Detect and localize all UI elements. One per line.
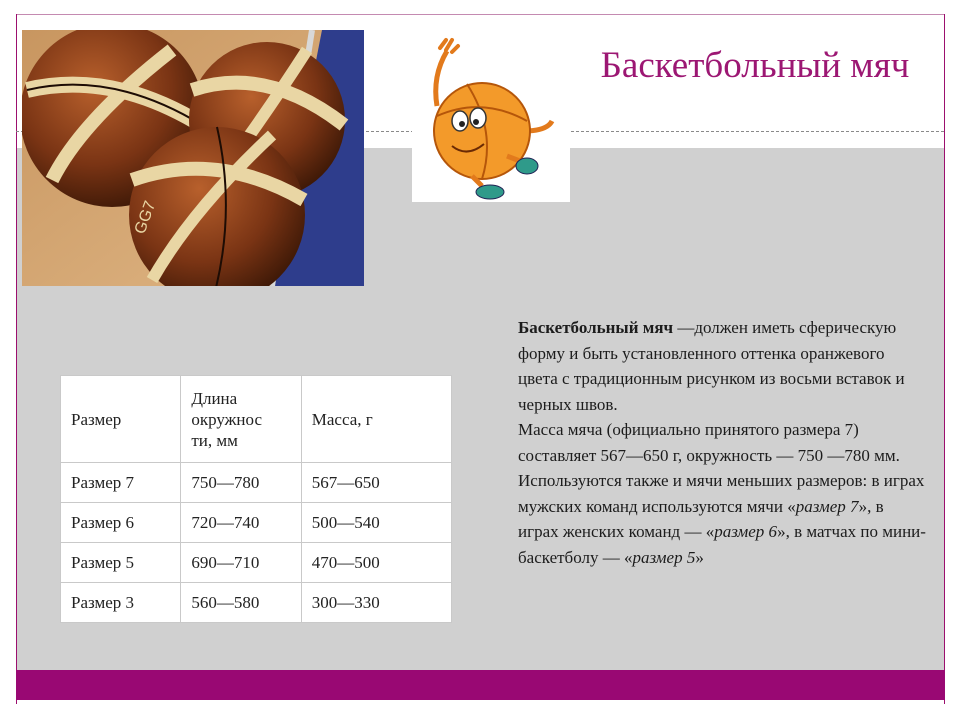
table-cell: Размер 7	[61, 463, 181, 503]
bottom-accent-bar	[16, 670, 945, 700]
header-line: ти, мм	[191, 430, 238, 450]
table-row	[61, 503, 452, 543]
frame-right-line	[944, 14, 945, 704]
table-cell: 300—330	[301, 583, 451, 623]
header-line: Длина	[191, 388, 238, 408]
table-header-row	[61, 376, 452, 463]
table-cell: 470—500	[301, 543, 451, 583]
ball-brand-text: GG7	[131, 198, 160, 237]
cartoon-basketball-character	[412, 36, 570, 202]
table-row	[61, 583, 452, 623]
description-text: », в играх женских команд — «	[518, 496, 884, 541]
table-cell: 560—580	[181, 583, 301, 623]
ball-size-table	[60, 375, 452, 623]
table-cell: 690—710	[181, 543, 301, 583]
size-term: размер 6	[714, 522, 778, 541]
slide-title: Баскетбольный мяч	[600, 45, 910, 86]
table-cell: Размер 6	[61, 503, 181, 543]
size-term: размер 5	[632, 547, 696, 567]
table-row	[61, 463, 452, 503]
table-cell: 750—780	[181, 463, 301, 503]
basketballs-photo	[22, 30, 364, 286]
frame-top-line	[16, 14, 944, 15]
cartoon-ball-icon	[412, 36, 570, 202]
table-cell: 720—740	[181, 503, 301, 543]
description-text: —должен иметь сферическую форму и быть установленного оттенка оранжевого цвета с традиционным рисунком из восьми вставок и черных швов.	[518, 318, 905, 414]
table-cell: 567—650	[301, 463, 451, 503]
table-row	[61, 543, 452, 583]
table-cell: Размер 3	[61, 583, 181, 623]
description-text: »	[695, 547, 704, 567]
header-line: окружнос	[191, 409, 262, 429]
description-lead: Баскетбольный мяч	[518, 318, 674, 337]
ball-description	[518, 315, 928, 570]
table-cell: 500—540	[301, 503, 451, 543]
description-text: Масса мяча (официально принятого размера 7) составляет 567—650 г, окружность — 750 —780 мм. Используются также и мячи меньших размеров: в играх мужских команд используются мячи «	[518, 420, 925, 516]
table-header-cell: Масса, г	[301, 376, 451, 463]
table-header-cell: Размер	[61, 376, 181, 463]
frame-left-line	[16, 14, 17, 704]
basketballs-photo-icon	[22, 30, 364, 286]
table-cell: Размер 5	[61, 543, 181, 583]
table-header-cell	[181, 376, 301, 463]
size-term: размер 7	[795, 496, 859, 516]
description-text: », в матчах по мини-баскетболу — «	[518, 522, 926, 567]
